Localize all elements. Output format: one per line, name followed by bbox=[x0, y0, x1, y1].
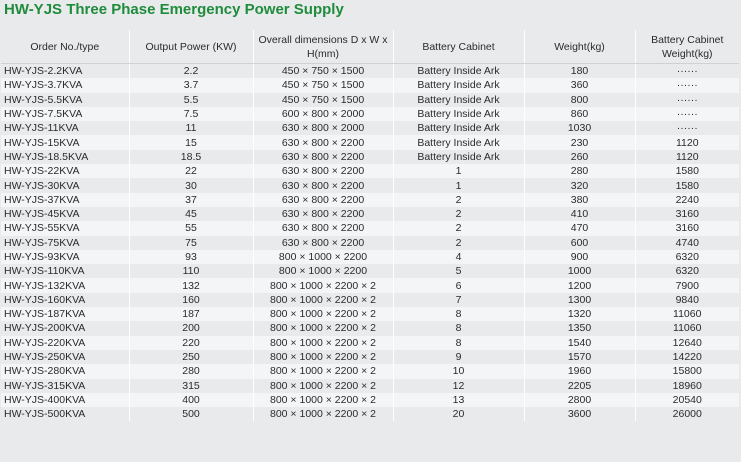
weight-cell: 180 bbox=[524, 64, 635, 79]
order-no-cell: HW-YJS-3.7KVA bbox=[1, 78, 129, 92]
table-body bbox=[1, 64, 739, 422]
weight-cell: 1030 bbox=[524, 121, 635, 135]
table-row bbox=[1, 64, 739, 79]
table-row bbox=[1, 407, 739, 421]
dimensions-cell: 600 × 800 × 2000 bbox=[253, 107, 393, 121]
battery-cabinet-cell: 8 bbox=[393, 336, 524, 350]
battery-cabinet-cell: 8 bbox=[393, 321, 524, 335]
order-no-cell: HW-YJS-18.5KVA bbox=[1, 150, 129, 164]
order-no-cell: HW-YJS-7.5KVA bbox=[1, 107, 129, 121]
output-power-cell: 7.5 bbox=[129, 107, 253, 121]
output-power-cell: 3.7 bbox=[129, 78, 253, 92]
weight-cell: 360 bbox=[524, 78, 635, 92]
output-power-cell: 37 bbox=[129, 193, 253, 207]
cabinet-weight-cell: 6320 bbox=[635, 264, 739, 278]
weight-cell: 260 bbox=[524, 150, 635, 164]
weight-cell: 380 bbox=[524, 193, 635, 207]
cabinet-weight-cell: 11060 bbox=[635, 307, 739, 321]
output-power-cell: 132 bbox=[129, 278, 253, 292]
weight-cell: 1320 bbox=[524, 307, 635, 321]
weight-cell: 2205 bbox=[524, 379, 635, 393]
weight-cell: 1960 bbox=[524, 364, 635, 378]
dimensions-cell: 800 × 1000 × 2200 × 2 bbox=[253, 364, 393, 378]
table-row bbox=[1, 336, 739, 350]
output-power-cell: 110 bbox=[129, 264, 253, 278]
order-no-cell: HW-YJS-400KVA bbox=[1, 393, 129, 407]
table-row bbox=[1, 93, 739, 107]
dimensions-cell: 630 × 800 × 2200 bbox=[253, 150, 393, 164]
battery-cabinet-cell: 1 bbox=[393, 164, 524, 178]
weight-cell: 1540 bbox=[524, 336, 635, 350]
battery-cabinet-cell: 2 bbox=[393, 221, 524, 235]
battery-cabinet-cell: Battery Inside Ark bbox=[393, 78, 524, 92]
order-no-cell: HW-YJS-5.5KVA bbox=[1, 93, 129, 107]
order-no-cell: HW-YJS-30KVA bbox=[1, 178, 129, 192]
table-row bbox=[1, 150, 739, 164]
output-power-cell: 18.5 bbox=[129, 150, 253, 164]
weight-cell: 900 bbox=[524, 250, 635, 264]
cabinet-weight-cell: ······ bbox=[635, 93, 739, 107]
dimensions-cell: 800 × 1000 × 2200 × 2 bbox=[253, 350, 393, 364]
dimensions-cell: 450 × 750 × 1500 bbox=[253, 78, 393, 92]
output-power-cell: 15 bbox=[129, 135, 253, 149]
table-row bbox=[1, 293, 739, 307]
cabinet-weight-cell: ······ bbox=[635, 64, 739, 79]
weight-cell: 3600 bbox=[524, 407, 635, 421]
output-power-cell: 55 bbox=[129, 221, 253, 235]
order-no-cell: HW-YJS-250KVA bbox=[1, 350, 129, 364]
battery-cabinet-cell: 9 bbox=[393, 350, 524, 364]
order-no-cell: HW-YJS-93KVA bbox=[1, 250, 129, 264]
dimensions-cell: 630 × 800 × 2200 bbox=[253, 135, 393, 149]
battery-cabinet-cell: 6 bbox=[393, 278, 524, 292]
cabinet-weight-cell: 20540 bbox=[635, 393, 739, 407]
output-power-cell: 200 bbox=[129, 321, 253, 335]
dimensions-cell: 630 × 800 × 2200 bbox=[253, 236, 393, 250]
weight-cell: 1300 bbox=[524, 293, 635, 307]
battery-cabinet-cell: 5 bbox=[393, 264, 524, 278]
column-header-dimensions: Overall dimensions D x W x H(mm) bbox=[253, 30, 393, 64]
cabinet-weight-cell: 12640 bbox=[635, 336, 739, 350]
cabinet-weight-cell: 1120 bbox=[635, 135, 739, 149]
weight-cell: 280 bbox=[524, 164, 635, 178]
order-no-cell: HW-YJS-22KVA bbox=[1, 164, 129, 178]
column-header-output-power: Output Power (KW) bbox=[129, 30, 253, 64]
table-row bbox=[1, 350, 739, 364]
dimensions-cell: 800 × 1000 × 2200 × 2 bbox=[253, 407, 393, 421]
cabinet-weight-cell: 11060 bbox=[635, 321, 739, 335]
output-power-cell: 22 bbox=[129, 164, 253, 178]
order-no-cell: HW-YJS-75KVA bbox=[1, 236, 129, 250]
output-power-cell: 2.2 bbox=[129, 64, 253, 79]
cabinet-weight-cell: 6320 bbox=[635, 250, 739, 264]
cabinet-weight-cell: 1120 bbox=[635, 150, 739, 164]
dimensions-cell: 630 × 800 × 2200 bbox=[253, 178, 393, 192]
order-no-cell: HW-YJS-15KVA bbox=[1, 135, 129, 149]
dimensions-cell: 450 × 750 × 1500 bbox=[253, 93, 393, 107]
weight-cell: 1000 bbox=[524, 264, 635, 278]
order-no-cell: HW-YJS-200KVA bbox=[1, 321, 129, 335]
order-no-cell: HW-YJS-315KVA bbox=[1, 379, 129, 393]
cabinet-weight-cell: 18960 bbox=[635, 379, 739, 393]
weight-cell: 1350 bbox=[524, 321, 635, 335]
battery-cabinet-cell: 13 bbox=[393, 393, 524, 407]
output-power-cell: 11 bbox=[129, 121, 253, 135]
cabinet-weight-cell: 26000 bbox=[635, 407, 739, 421]
dimensions-cell: 800 × 1000 × 2200 × 2 bbox=[253, 278, 393, 292]
output-power-cell: 45 bbox=[129, 207, 253, 221]
output-power-cell: 220 bbox=[129, 336, 253, 350]
order-no-cell: HW-YJS-11KVA bbox=[1, 121, 129, 135]
order-no-cell: HW-YJS-132KVA bbox=[1, 278, 129, 292]
output-power-cell: 500 bbox=[129, 407, 253, 421]
output-power-cell: 30 bbox=[129, 178, 253, 192]
dimensions-cell: 450 × 750 × 1500 bbox=[253, 64, 393, 79]
table-row bbox=[1, 121, 739, 135]
table-row bbox=[1, 393, 739, 407]
weight-cell: 1200 bbox=[524, 278, 635, 292]
table-row bbox=[1, 164, 739, 178]
table-row bbox=[1, 178, 739, 192]
column-header-cabinet-weight: Battery Cabinet Weight(kg) bbox=[635, 30, 739, 64]
dimensions-cell: 800 × 1000 × 2200 × 2 bbox=[253, 293, 393, 307]
battery-cabinet-cell: 10 bbox=[393, 364, 524, 378]
order-no-cell: HW-YJS-280KVA bbox=[1, 364, 129, 378]
table-row bbox=[1, 221, 739, 235]
battery-cabinet-cell: Battery Inside Ark bbox=[393, 121, 524, 135]
order-no-cell: HW-YJS-220KVA bbox=[1, 336, 129, 350]
weight-cell: 470 bbox=[524, 221, 635, 235]
weight-cell: 410 bbox=[524, 207, 635, 221]
cabinet-weight-cell: 14220 bbox=[635, 350, 739, 364]
order-no-cell: HW-YJS-37KVA bbox=[1, 193, 129, 207]
dimensions-cell: 800 × 1000 × 2200 bbox=[253, 264, 393, 278]
order-no-cell: HW-YJS-160KVA bbox=[1, 293, 129, 307]
dimensions-cell: 630 × 800 × 2000 bbox=[253, 121, 393, 135]
cabinet-weight-cell: 1580 bbox=[635, 164, 739, 178]
column-header-order-no: Order No./type bbox=[1, 30, 129, 64]
output-power-cell: 187 bbox=[129, 307, 253, 321]
table-row bbox=[1, 193, 739, 207]
battery-cabinet-cell: 8 bbox=[393, 307, 524, 321]
battery-cabinet-cell: 20 bbox=[393, 407, 524, 421]
table-row bbox=[1, 107, 739, 121]
battery-cabinet-cell: Battery Inside Ark bbox=[393, 135, 524, 149]
dimensions-cell: 630 × 800 × 2200 bbox=[253, 164, 393, 178]
dimensions-cell: 800 × 1000 × 2200 × 2 bbox=[253, 379, 393, 393]
dimensions-cell: 630 × 800 × 2200 bbox=[253, 221, 393, 235]
cabinet-weight-cell: ······ bbox=[635, 107, 739, 121]
weight-cell: 600 bbox=[524, 236, 635, 250]
output-power-cell: 400 bbox=[129, 393, 253, 407]
dimensions-cell: 800 × 1000 × 2200 × 2 bbox=[253, 336, 393, 350]
cabinet-weight-cell: ······ bbox=[635, 121, 739, 135]
table-row bbox=[1, 264, 739, 278]
output-power-cell: 280 bbox=[129, 364, 253, 378]
dimensions-cell: 800 × 1000 × 2200 × 2 bbox=[253, 393, 393, 407]
order-no-cell: HW-YJS-110KVA bbox=[1, 264, 129, 278]
order-no-cell: HW-YJS-45KVA bbox=[1, 207, 129, 221]
cabinet-weight-cell: 2240 bbox=[635, 193, 739, 207]
column-header-weight: Weight(kg) bbox=[524, 30, 635, 64]
table-row bbox=[1, 236, 739, 250]
table-row bbox=[1, 321, 739, 335]
cabinet-weight-cell: 9840 bbox=[635, 293, 739, 307]
battery-cabinet-cell: 1 bbox=[393, 178, 524, 192]
table-row bbox=[1, 379, 739, 393]
battery-cabinet-cell: 2 bbox=[393, 207, 524, 221]
battery-cabinet-cell: 2 bbox=[393, 236, 524, 250]
output-power-cell: 315 bbox=[129, 379, 253, 393]
cabinet-weight-cell: 15800 bbox=[635, 364, 739, 378]
battery-cabinet-cell: Battery Inside Ark bbox=[393, 107, 524, 121]
dimensions-cell: 800 × 1000 × 2200 × 2 bbox=[253, 307, 393, 321]
page-title: HW-YJS Three Phase Emergency Power Supply bbox=[4, 1, 344, 18]
cabinet-weight-cell: 4740 bbox=[635, 236, 739, 250]
battery-cabinet-cell: 4 bbox=[393, 250, 524, 264]
weight-cell: 1570 bbox=[524, 350, 635, 364]
table-row bbox=[1, 250, 739, 264]
dimensions-cell: 630 × 800 × 2200 bbox=[253, 207, 393, 221]
battery-cabinet-cell: Battery Inside Ark bbox=[393, 150, 524, 164]
weight-cell: 230 bbox=[524, 135, 635, 149]
order-no-cell: HW-YJS-187KVA bbox=[1, 307, 129, 321]
output-power-cell: 160 bbox=[129, 293, 253, 307]
table-row bbox=[1, 207, 739, 221]
output-power-cell: 93 bbox=[129, 250, 253, 264]
cabinet-weight-cell: 1580 bbox=[635, 178, 739, 192]
weight-cell: 320 bbox=[524, 178, 635, 192]
dimensions-cell: 800 × 1000 × 2200 bbox=[253, 250, 393, 264]
battery-cabinet-cell: 2 bbox=[393, 193, 524, 207]
spec-table bbox=[1, 30, 739, 421]
cabinet-weight-cell: 3160 bbox=[635, 207, 739, 221]
weight-cell: 860 bbox=[524, 107, 635, 121]
weight-cell: 800 bbox=[524, 93, 635, 107]
table-row bbox=[1, 278, 739, 292]
battery-cabinet-cell: Battery Inside Ark bbox=[393, 93, 524, 107]
output-power-cell: 250 bbox=[129, 350, 253, 364]
table-row bbox=[1, 307, 739, 321]
output-power-cell: 5.5 bbox=[129, 93, 253, 107]
battery-cabinet-cell: 7 bbox=[393, 293, 524, 307]
table-row bbox=[1, 135, 739, 149]
dimensions-cell: 800 × 1000 × 2200 × 2 bbox=[253, 321, 393, 335]
order-no-cell: HW-YJS-500KVA bbox=[1, 407, 129, 421]
weight-cell: 2800 bbox=[524, 393, 635, 407]
order-no-cell: HW-YJS-2.2KVA bbox=[1, 64, 129, 79]
table-row bbox=[1, 78, 739, 92]
battery-cabinet-cell: 12 bbox=[393, 379, 524, 393]
column-header-battery-cabinet: Battery Cabinet bbox=[393, 30, 524, 64]
table-row bbox=[1, 364, 739, 378]
order-no-cell: HW-YJS-55KVA bbox=[1, 221, 129, 235]
cabinet-weight-cell: 3160 bbox=[635, 221, 739, 235]
cabinet-weight-cell: 7900 bbox=[635, 278, 739, 292]
table-header-row bbox=[1, 30, 739, 64]
dimensions-cell: 630 × 800 × 2200 bbox=[253, 193, 393, 207]
cabinet-weight-cell: ······ bbox=[635, 78, 739, 92]
output-power-cell: 75 bbox=[129, 236, 253, 250]
battery-cabinet-cell: Battery Inside Ark bbox=[393, 64, 524, 79]
